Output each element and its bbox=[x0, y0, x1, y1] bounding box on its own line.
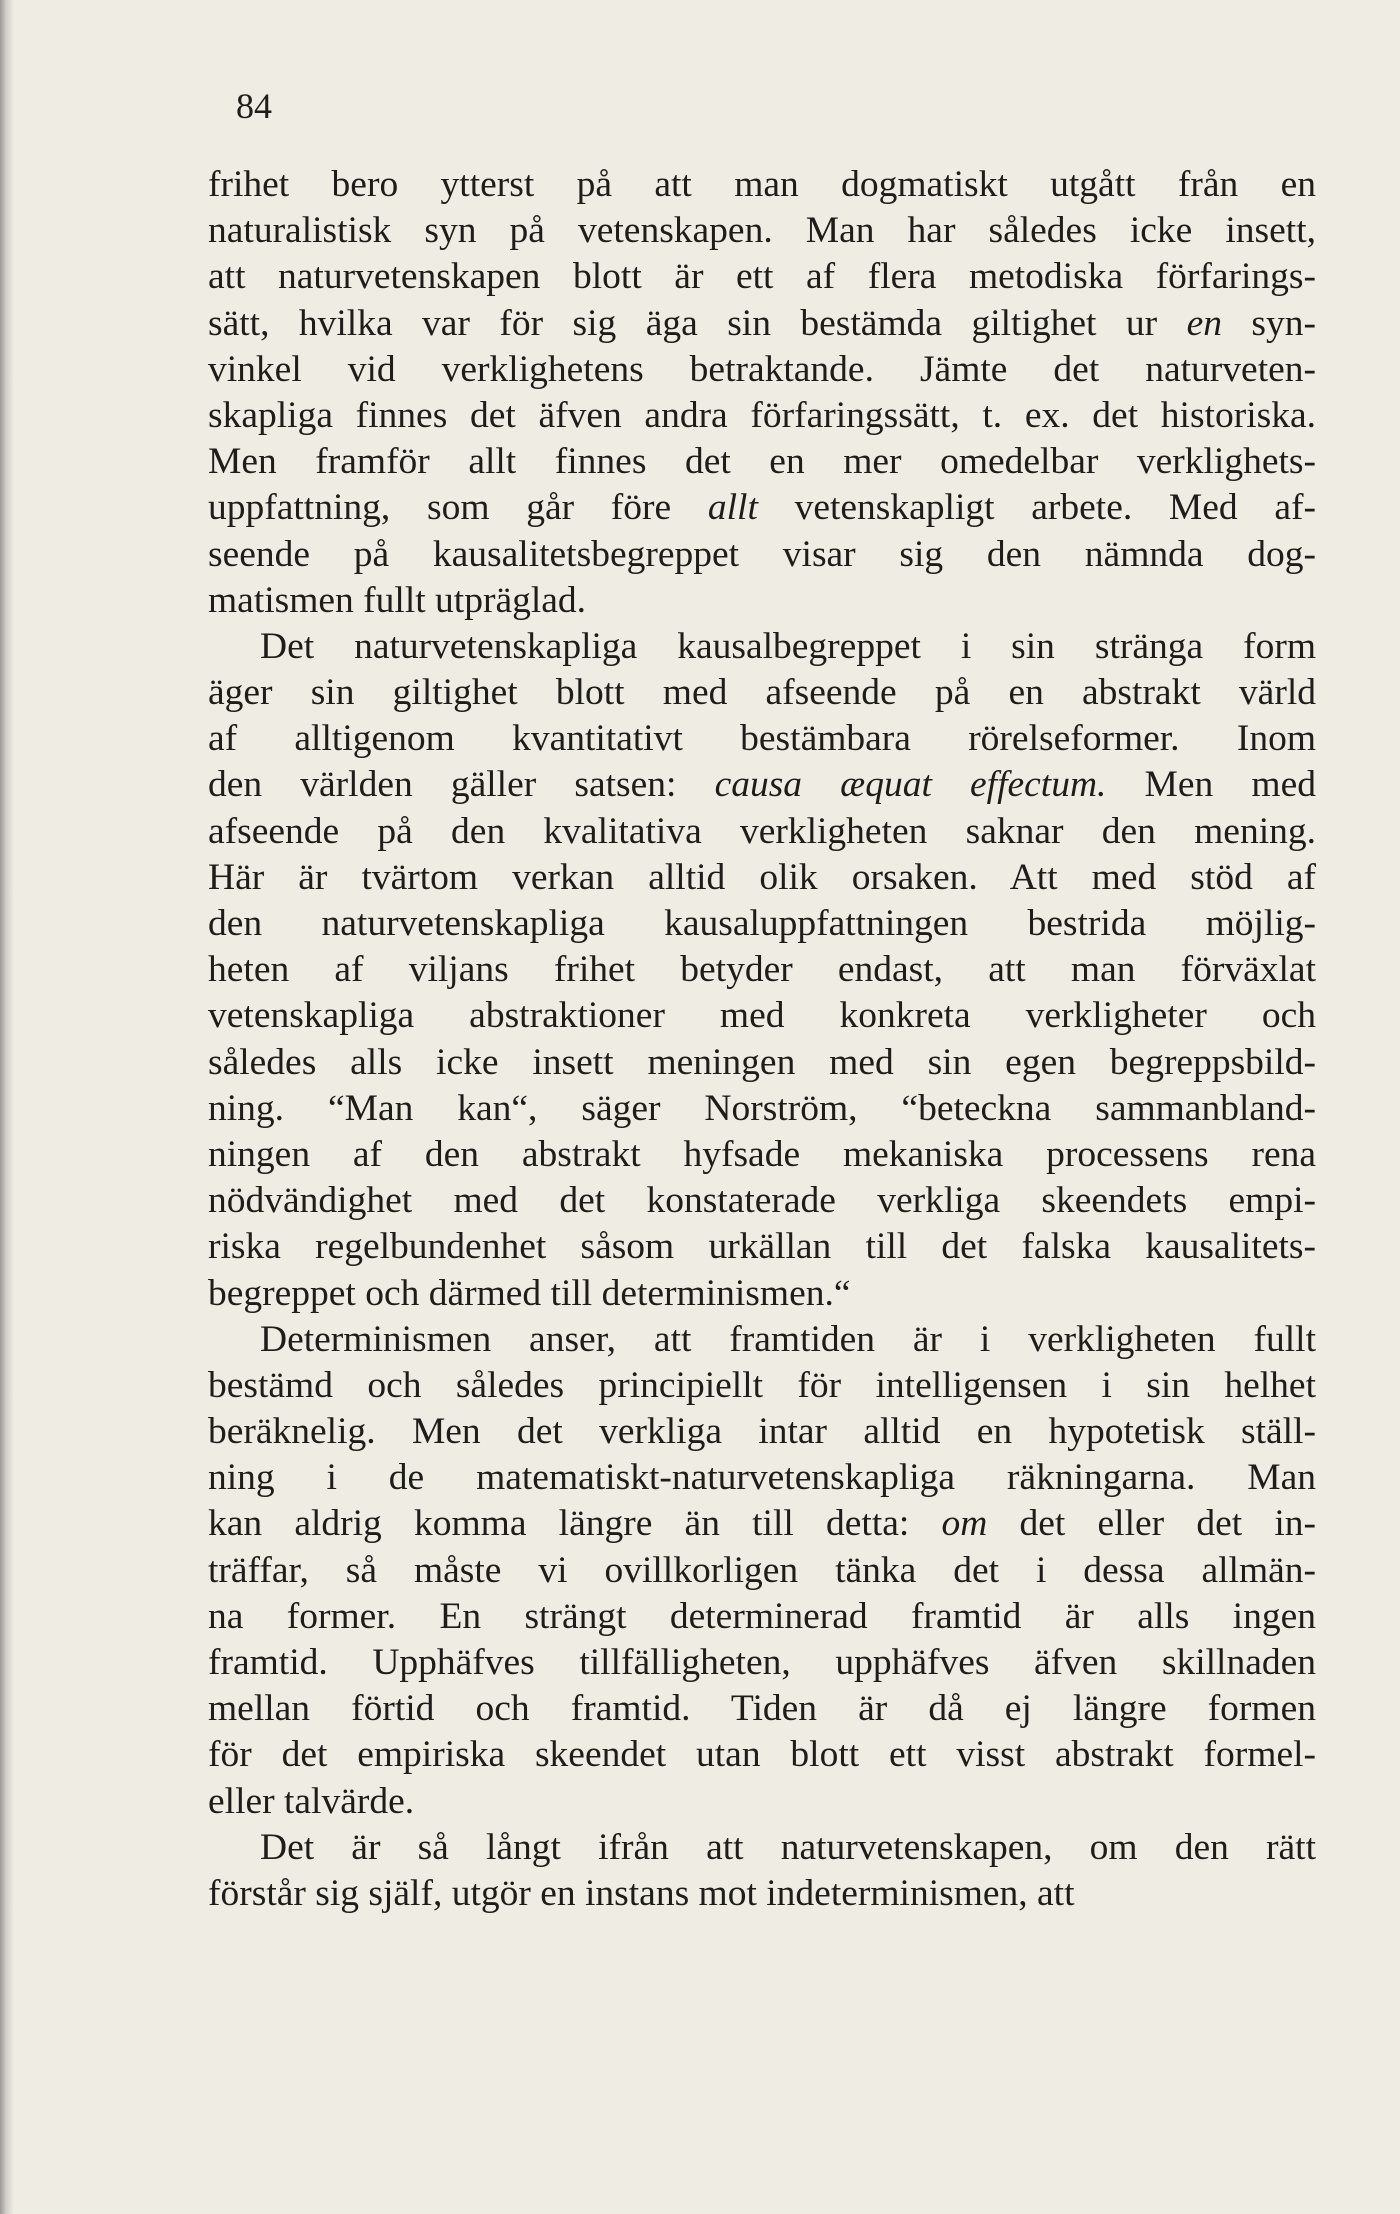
text-line bbox=[208, 208, 1316, 254]
text-line bbox=[208, 1548, 1316, 1594]
text-run: träffar, så måste vi ovillkorligen tänka det i dessa allmän- bbox=[208, 1549, 1316, 1591]
text-run: Det är så långt ifrån att naturvetenskapen, om den rätt bbox=[260, 1826, 1316, 1868]
text-run: beräknelig. Men det verkliga intar alltid en hypotetisk ställ- bbox=[208, 1411, 1316, 1453]
text-line bbox=[208, 1040, 1316, 1086]
paragraph bbox=[208, 624, 1316, 1317]
text-run: att naturvetenskapen blott är ett af flera metodiska förfarings- bbox=[208, 256, 1316, 298]
text-run: sätt, hvilka var för sig äga sin bestämda giltighet ur bbox=[208, 302, 1187, 344]
text-run: Det naturvetenskapliga kausalbegreppet i sin stränga form bbox=[260, 625, 1316, 667]
text-run: bestämd och således principiellt för intelligensen i sin helhet bbox=[208, 1364, 1316, 1406]
italic-text: causa æquat effectum. bbox=[714, 764, 1107, 806]
text-run: vetenskapliga abstraktioner med konkreta verkligheter och bbox=[208, 995, 1316, 1037]
page-edge-shadow bbox=[0, 0, 14, 2214]
text-run: na former. En strängt determinerad framtid är alls ingen bbox=[208, 1595, 1316, 1637]
text-run: heten af viljans frihet betyder endast, att man förväxlat bbox=[208, 949, 1316, 991]
text-run: matismen fullt utpräglad. bbox=[208, 579, 587, 621]
text-run: Men med bbox=[1106, 764, 1316, 806]
text-line bbox=[208, 1317, 1316, 1363]
text-line bbox=[208, 1732, 1316, 1778]
text-line bbox=[208, 1871, 1316, 1917]
italic-text: allt bbox=[707, 487, 758, 529]
text-run: för det empiriska skeendet utan blott ett visst abstrakt formel- bbox=[208, 1734, 1316, 1776]
text-run: kan aldrig komma längre än till detta: bbox=[208, 1503, 942, 1545]
text-run: vinkel vid verklighetens betraktande. Jämte det naturveten- bbox=[208, 348, 1316, 390]
text-run: naturalistisk syn på vetenskapen. Man har således icke insett, bbox=[208, 210, 1316, 252]
text-line bbox=[208, 901, 1316, 947]
text-run: den naturvetenskapliga kausaluppfattningen bestrida möjlig- bbox=[208, 903, 1316, 944]
text-line bbox=[208, 1224, 1316, 1270]
text-run: eller talvärde. bbox=[208, 1780, 415, 1822]
text-line bbox=[208, 1409, 1316, 1455]
text-run: således alls icke insett meningen med sin egen begreppsbild- bbox=[208, 1041, 1316, 1083]
text-run: Men framför allt finnes det en mer omedelbar verklighets- bbox=[208, 441, 1316, 483]
text-line bbox=[208, 485, 1316, 531]
text-line bbox=[208, 1363, 1316, 1409]
paragraph bbox=[208, 1825, 1316, 1917]
text-run: Determinismen anser, att framtiden är i verkligheten fullt bbox=[260, 1318, 1316, 1360]
text-line bbox=[208, 162, 1316, 208]
text-line bbox=[208, 1501, 1316, 1547]
text-line bbox=[208, 1178, 1316, 1224]
text-line bbox=[208, 301, 1316, 347]
text-line bbox=[208, 762, 1316, 808]
text-run: ning. “Man kan“, säger Norström, “beteckna sammanbland- bbox=[208, 1087, 1316, 1129]
text-run: äger sin giltighet blott med afseende på en abstrakt värld bbox=[208, 672, 1316, 714]
text-line bbox=[208, 624, 1316, 670]
text-line bbox=[208, 578, 1316, 624]
page-number: 84 bbox=[236, 86, 272, 126]
text-run: nödvändighet med det konstaterade verkliga skeendets empi- bbox=[208, 1180, 1316, 1222]
text-line bbox=[208, 1455, 1316, 1501]
text-run: riska regelbundenhet såsom urkällan till det falska kausalitets- bbox=[208, 1226, 1316, 1268]
text-run: det eller det in- bbox=[987, 1503, 1317, 1545]
text-run: Här är tvärtom verkan alltid olik orsaken. Att med stöd af bbox=[208, 856, 1316, 898]
text-line bbox=[208, 1132, 1316, 1178]
text-line bbox=[208, 716, 1316, 762]
text-line bbox=[208, 1086, 1316, 1132]
text-line bbox=[208, 947, 1316, 993]
text-line bbox=[208, 1825, 1316, 1871]
text-run: syn- bbox=[1221, 302, 1316, 344]
paragraph bbox=[208, 162, 1316, 624]
text-line bbox=[208, 347, 1316, 393]
text-run: begreppet och därmed till determinismen.“ bbox=[208, 1272, 851, 1314]
text-line bbox=[208, 670, 1316, 716]
body-text bbox=[208, 162, 1316, 1917]
text-run: vetenskapligt arbete. Med af- bbox=[757, 487, 1316, 529]
text-run: ning i de matematiskt-naturvetenskapliga räkningarna. Man bbox=[208, 1457, 1316, 1499]
text-run: frihet bero ytterst på att man dogmatiskt utgått från en bbox=[208, 164, 1316, 205]
text-run: framtid. Upphäfves tillfälligheten, upphäfves äfven skillnaden bbox=[208, 1642, 1316, 1683]
text-run: afseende på den kvalitativa verkligheten saknar den mening. bbox=[208, 810, 1316, 852]
text-run: ningen af den abstrakt hyfsade mekaniska processens rena bbox=[208, 1133, 1316, 1175]
text-run: af alltigenom kvantitativt bestämbara rörelseformer. Inom bbox=[208, 718, 1316, 760]
text-line bbox=[208, 393, 1316, 439]
text-line bbox=[208, 1271, 1316, 1317]
text-line bbox=[208, 1779, 1316, 1825]
text-line bbox=[208, 855, 1316, 901]
paragraph bbox=[208, 1317, 1316, 1825]
text-line bbox=[208, 1640, 1316, 1686]
italic-text: en bbox=[1186, 302, 1222, 344]
text-line bbox=[208, 809, 1316, 855]
text-line bbox=[208, 993, 1316, 1039]
text-line bbox=[208, 1686, 1316, 1732]
text-run: mellan förtid och framtid. Tiden är då ej längre formen bbox=[208, 1688, 1316, 1730]
text-run: seende på kausalitetsbegreppet visar sig den nämnda dog- bbox=[208, 533, 1316, 575]
text-line bbox=[208, 532, 1316, 578]
italic-text: om bbox=[941, 1503, 988, 1545]
text-run: den världen gäller satsen: bbox=[208, 764, 715, 806]
text-line bbox=[208, 254, 1316, 300]
text-run: uppfattning, som går före bbox=[208, 487, 708, 529]
text-run: skapliga finnes det äfven andra förfaringssätt, t. ex. det historiska. bbox=[208, 394, 1316, 436]
text-run: förstår sig själf, utgör en instans mot indeterminismen, att bbox=[208, 1872, 1075, 1914]
text-line bbox=[208, 439, 1316, 485]
text-line bbox=[208, 1594, 1316, 1640]
